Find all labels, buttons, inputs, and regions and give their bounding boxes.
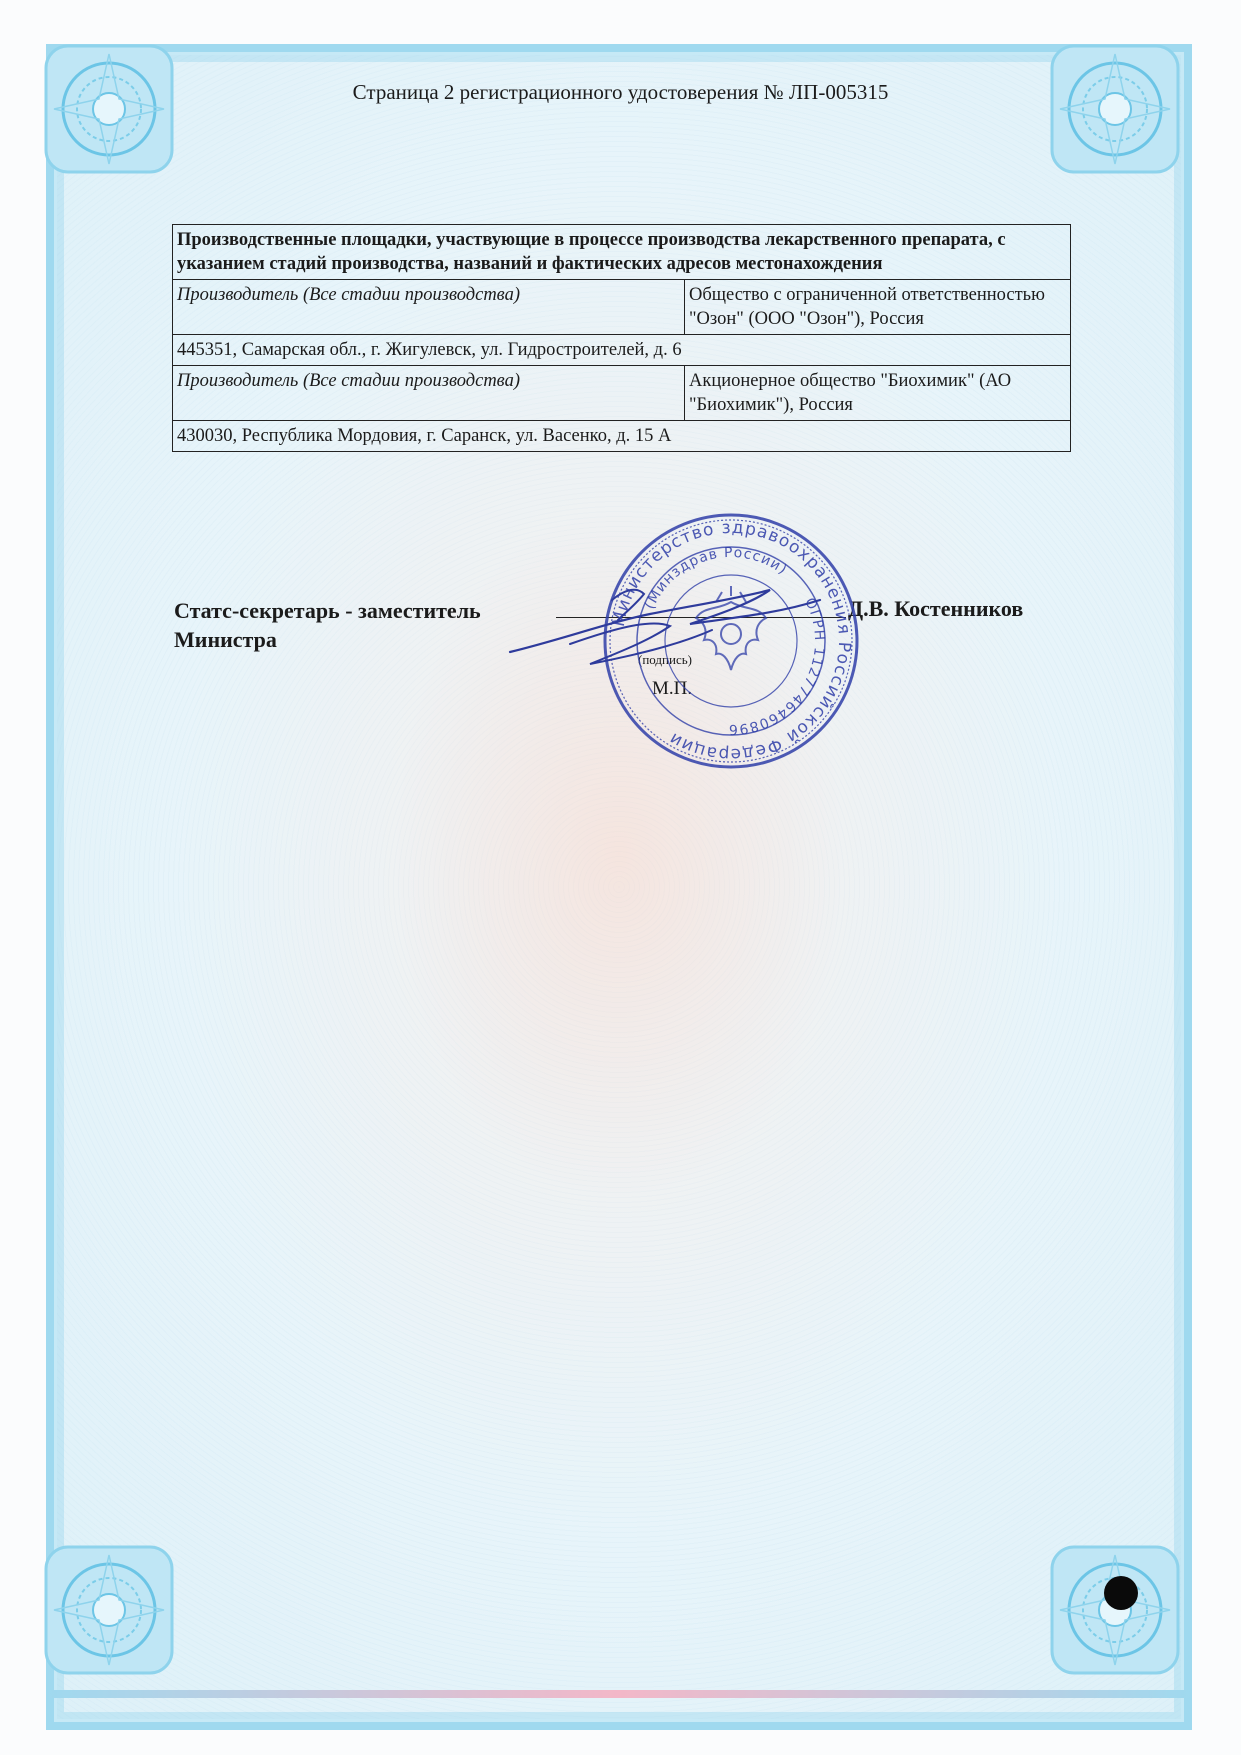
site-company: Общество с ограниченной ответственностью "Озон" (ООО "Озон"), Россия <box>685 280 1071 335</box>
corner-rosette-icon <box>1050 1545 1180 1675</box>
signature-caption: (подпись) <box>638 652 692 667</box>
corner-rosette-icon <box>1050 44 1180 174</box>
site-address: 430030, Республика Мордовия, г. Саранск, ул. Васенко, д. 15 А <box>173 421 1071 452</box>
stamp-inner-text: (Минздрав России) <box>641 544 791 612</box>
sheet-border-strip <box>46 1690 1192 1698</box>
production-sites-table <box>172 224 1071 452</box>
signatory-name: Д.В. Костенников <box>848 596 1024 621</box>
table-row <box>173 280 1071 335</box>
corner-rosette-icon <box>44 1545 174 1675</box>
site-company: Акционерное общество "Биохимик" (АО "Биохимик"), Россия <box>685 366 1071 421</box>
page-title: Страница 2 регистрационного удостоверения № ЛП-005315 <box>352 80 889 104</box>
table-row <box>173 421 1071 452</box>
stamp-ogrn: ОГРН 1127746460896 <box>727 595 828 738</box>
table-header-row <box>173 225 1071 280</box>
site-address: 445351, Самарская обл., г. Жигулевск, ул. Гидростроителей, д. 6 <box>173 335 1071 366</box>
signature-scribble <box>500 560 840 680</box>
signatory-title: Статс-секретарь - заместитель Министра <box>174 598 481 652</box>
site-role: Производитель (Все стадии производства) <box>173 366 685 421</box>
punch-hole <box>1104 1576 1138 1610</box>
stamp-outer-text: Министерство здравоохранения Российской Федерации <box>608 517 855 765</box>
site-role: Производитель (Все стадии производства) <box>173 280 685 335</box>
table-heading: Производственные площадки, участвующие в процессе производства лекарственного препарата, с указанием стадий производства, названий и фактических адресов местонахождения <box>173 225 1071 280</box>
table-row <box>173 366 1071 421</box>
corner-rosette-icon <box>44 44 174 174</box>
table-row <box>173 335 1071 366</box>
seal-label: М.П. <box>652 678 693 699</box>
